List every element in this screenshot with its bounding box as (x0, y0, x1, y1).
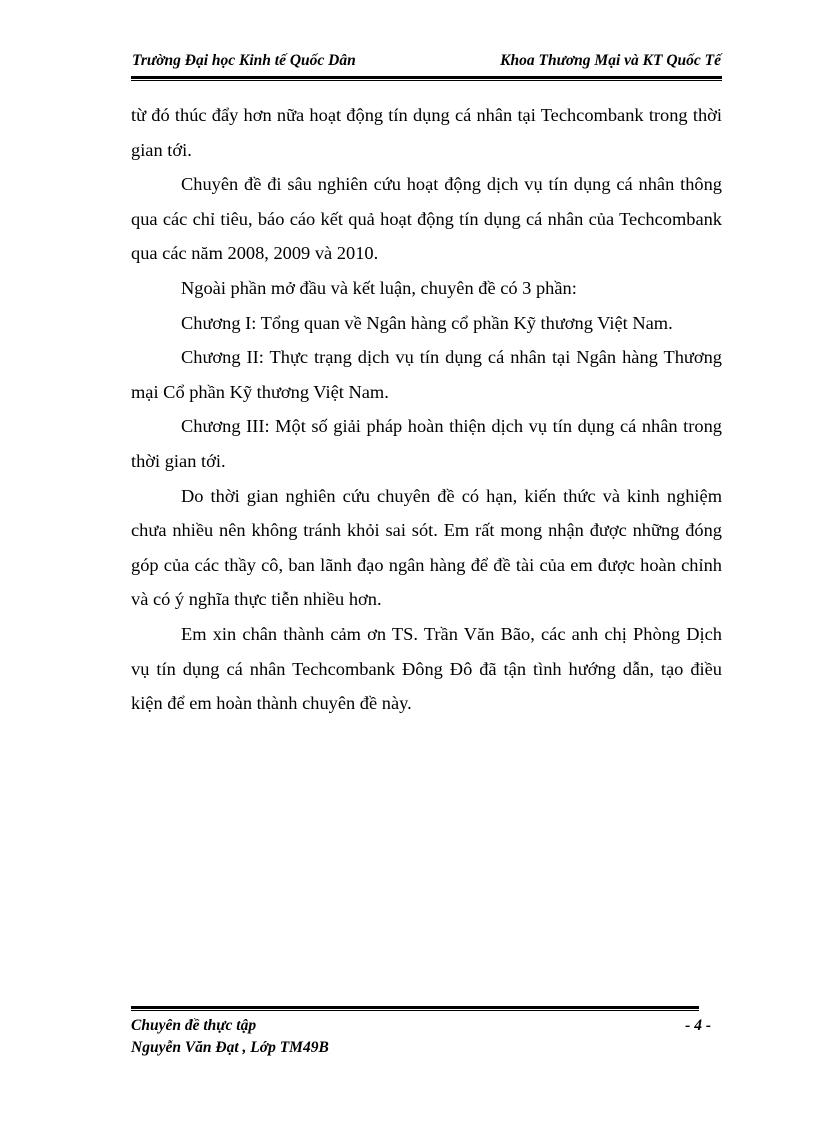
paragraph-chapter-3: Chương III: Một số giải pháp hoàn thiện dịch vụ tín dụng cá nhân trong thời gian tới. (131, 416, 722, 471)
body-text (131, 98, 722, 721)
paragraph-1: từ đó thúc đẩy hơn nữa hoạt động tín dụng cá nhân tại Techcombank trong thời gian tới. (131, 105, 722, 160)
page-header (131, 52, 721, 76)
paragraph-7: Do thời gian nghiên cứu chuyên đề có hạn, kiến thức và kinh nghiệm chưa nhiều nên không tránh khỏi sai sót. Em rất mong nhận được những đóng góp của các thầy cô, ban lãnh đạo ngân hàng để đề tài của em được hoàn chỉnh và có ý nghĩa thực tiễn nhiều hơn. (131, 485, 722, 610)
paragraph-chapter-1: Chương I: Tổng quan về Ngân hàng cổ phần Kỹ thương Việt Nam. (181, 312, 673, 333)
page-number: - 4 - (685, 1017, 711, 1034)
header-rule-thin (131, 80, 722, 81)
paragraph-chapter-2: Chương II: Thực trạng dịch vụ tín dụng cá nhân tại Ngân hàng Thương mại Cổ phần Kỹ thương Việt Nam. (131, 347, 722, 402)
header-university: Trường Đại học Kinh tế Quốc Dân (132, 52, 356, 69)
header-rule (131, 76, 722, 79)
footer-rule-thin (131, 1010, 699, 1011)
paragraph-3: Ngoài phần mở đầu và kết luận, chuyên đề có 3 phần: (181, 277, 577, 298)
footer-author: Nguyễn Văn Đạt , Lớp TM49B (131, 1039, 329, 1056)
paragraph-8: Em xin chân thành cảm ơn TS. Trần Văn Bão, các anh chị Phòng Dịch vụ tín dụng cá nhân Techcombank Đông Đô đã tận tình hướng dẫn, tạo điều kiện để em hoàn thành chuyên đề này. (131, 623, 722, 714)
paragraph-2: Chuyên đề đi sâu nghiên cứu hoạt động dịch vụ tín dụng cá nhân thông qua các chỉ tiêu, báo cáo kết quả hoạt động tín dụng cá nhân của Techcombank qua các năm 2008, 2009 và 2010. (131, 174, 722, 264)
header-faculty: Khoa Thương Mại và KT Quốc Tế (500, 52, 721, 69)
footer-title: Chuyên đề thực tập (131, 1017, 257, 1034)
page-footer (131, 1015, 711, 1059)
footer-rule (131, 1006, 699, 1009)
